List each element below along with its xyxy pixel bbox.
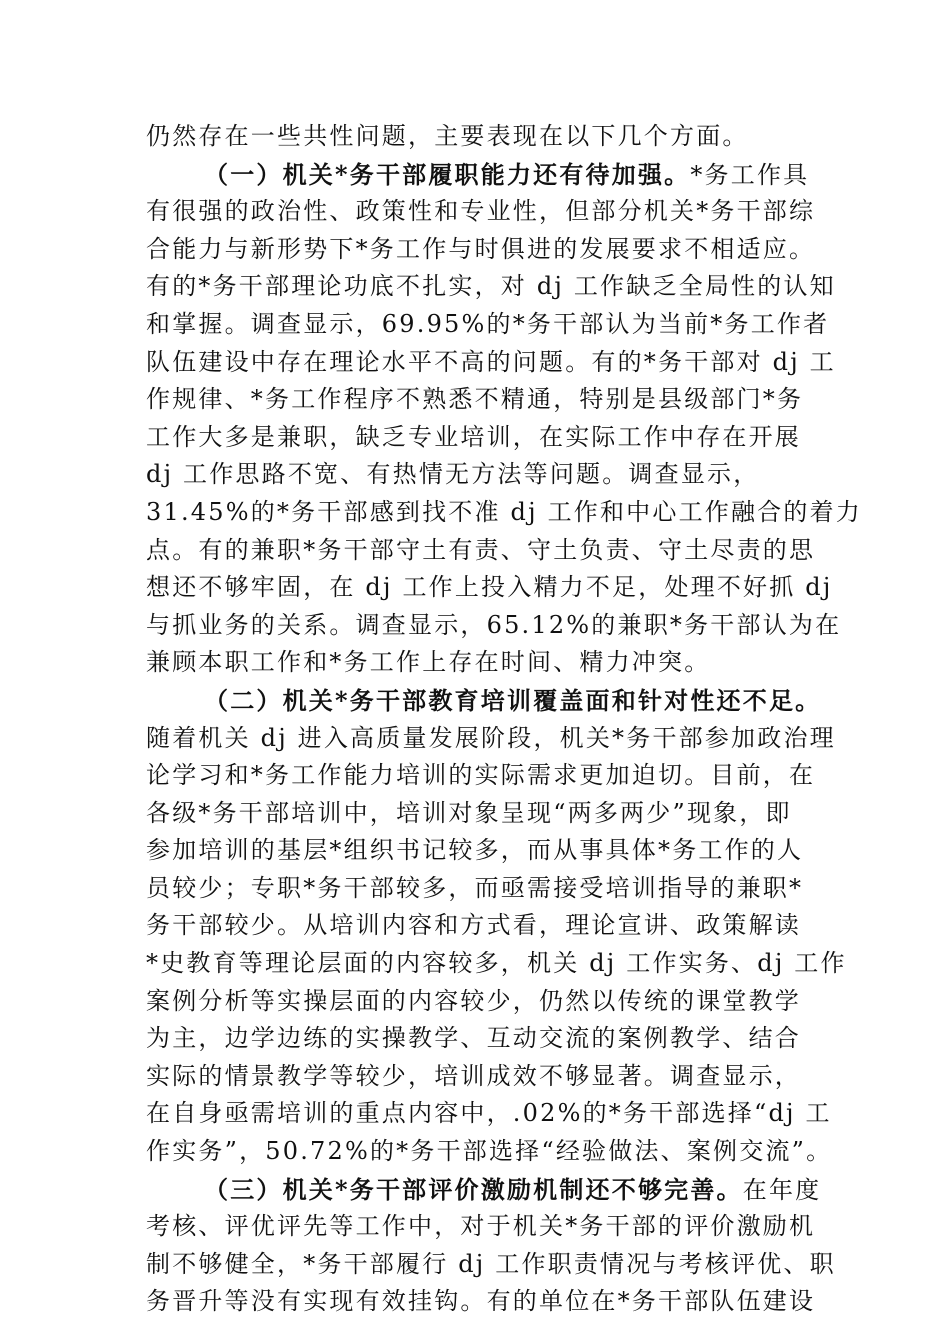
paragraph-line: 想还不够牢固，在 dj 工作上投入精力不足，处理不好抓 dj: [146, 573, 833, 602]
paragraph-line: 兼顾本职工作和*务工作上存在时间、精力冲突。: [146, 648, 711, 677]
paragraph-line: 和掌握。调查显示，69.95%的*务干部认为当前*务工作者: [146, 309, 830, 338]
section-heading-2: （二）机关*务干部教育培训覆盖面和针对性还不足。: [204, 685, 822, 715]
paragraph-line: dj 工作思路不宽、有热情无方法等问题。调查显示，: [146, 460, 760, 489]
paragraph-line: 在自身亟需培训的重点内容中，.02%的*务干部选择“dj 工: [146, 1099, 832, 1128]
paragraph-line: 考核、评优评先等工作中，对于机关*务干部的评价激励机: [146, 1212, 816, 1241]
paragraph-line: 案例分析等实操层面的内容较少，仍然以传统的课堂教学: [146, 986, 801, 1015]
paragraph-line: [146, 156, 814, 194]
paragraph-text: *务工作具: [690, 160, 810, 189]
paragraph-line: 各级*务干部培训中，培训对象呈现“两多两少”现象，即: [146, 798, 792, 827]
paragraph-line: 31.45%的*务干部感到找不准 dj 工作和中心工作融合的着力: [146, 497, 862, 526]
paragraph-line: 作实务”，50.72%的*务干部选择“经验做法、案例交流”。: [146, 1137, 833, 1166]
paragraph-line: 点。有的兼职*务干部守土有责、守土负责、守土尽责的思: [146, 535, 816, 564]
paragraph-line: *史教育等理论层面的内容较多，机关 dj 工作实务、dj 工作: [146, 949, 847, 978]
paragraph-line: 为主，边学边练的实操教学、互动交流的案例教学、结合: [146, 1024, 801, 1053]
paragraph-line: 参加培训的基层*组织书记较多，而从事具体*务工作的人: [146, 836, 804, 865]
paragraph-line: 制不够健全，*务干部履行 dj 工作职责情况与考核评优、职: [146, 1249, 836, 1278]
paragraph-line: 务干部较少。从培训内容和方式看，理论宣讲、政策解读: [146, 911, 801, 940]
document-body: [146, 118, 862, 1321]
paragraph-line: 务晋升等没有实现有效挂钩。有的单位在*务干部队伍建设: [146, 1287, 816, 1316]
paragraph-text: 在年度: [742, 1175, 822, 1204]
paragraph-line: 员较少；专职*务干部较多，而亟需接受培训指导的兼职*: [146, 873, 804, 902]
paragraph-line: 队伍建设中存在理论水平不高的问题。有的*务干部对 dj 工: [146, 347, 836, 376]
paragraph-line: 合能力与新形势下*务工作与时俱进的发展要求不相适应。: [146, 234, 816, 263]
section-heading-3: （三）机关*务干部评价激励机制还不够完善。: [204, 1174, 743, 1204]
paragraph-line: 论学习和*务工作能力培训的实际需求更加迫切。目前，在: [146, 761, 816, 790]
paragraph-line: 随着机关 dj 进入高质量发展阶段，机关*务干部参加政治理: [146, 723, 836, 752]
paragraph-line: 作规律、*务工作程序不熟悉不精通，特别是县级部门*务: [146, 385, 804, 414]
paragraph-line: 与抓业务的关系。调查显示，65.12%的兼职*务干部认为在: [146, 610, 842, 639]
paragraph-line: 实际的情景教学等较少，培训成效不够显著。调查显示，: [146, 1061, 801, 1090]
section-heading-1: （一）机关*务干部履职能力还有待加强。: [204, 159, 691, 189]
paragraph-line: 仍然存在一些共性问题，主要表现在以下几个方面。: [146, 122, 749, 150]
paragraph-line: 工作大多是兼职，缺乏专业培训，在实际工作中存在开展: [146, 422, 801, 451]
paragraph-line: 有很强的政治性、政策性和专业性，但部分机关*务干部综: [146, 197, 816, 226]
paragraph-line: 有的*务干部理论功底不扎实，对 dj 工作缺乏全局性的认知: [146, 272, 836, 301]
paragraph-line: [146, 1171, 822, 1209]
